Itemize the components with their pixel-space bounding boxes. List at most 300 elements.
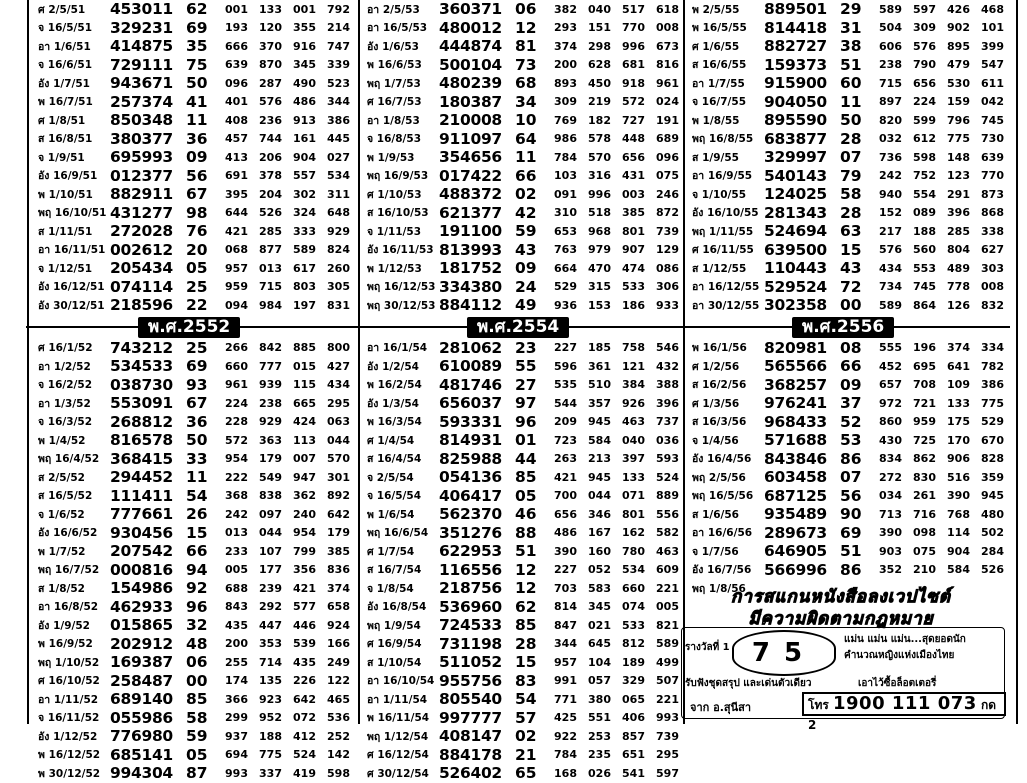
three-digit-3: 801 bbox=[622, 224, 645, 238]
three-digit-1: 242 bbox=[879, 169, 902, 183]
two-digit-prize: 86 bbox=[840, 560, 862, 579]
draw-date: อา 16/1/54 bbox=[367, 342, 428, 355]
three-digit-2: 877 bbox=[259, 243, 282, 257]
three-digit-1: 005 bbox=[225, 563, 248, 577]
first-prize: 480012 bbox=[439, 18, 502, 37]
three-digit-4: 385 bbox=[327, 544, 350, 558]
result-row bbox=[367, 505, 702, 524]
first-prize: 258487 bbox=[110, 671, 173, 690]
two-digit-prize: 50 bbox=[186, 431, 208, 450]
two-digit-prize: 96 bbox=[186, 597, 208, 616]
three-digit-2: 238 bbox=[259, 396, 282, 410]
first-prize: 368257 bbox=[764, 375, 827, 394]
two-digit-prize: 43 bbox=[840, 259, 862, 278]
draw-date: พฤ 16/6/54 bbox=[367, 527, 429, 540]
three-digit-1: 434 bbox=[879, 261, 902, 275]
two-digit-prize: 09 bbox=[186, 148, 208, 167]
three-digit-4: 042 bbox=[981, 95, 1004, 109]
result-row bbox=[38, 450, 373, 469]
three-digit-1: 961 bbox=[225, 378, 248, 392]
two-digit-prize: 52 bbox=[840, 412, 862, 431]
two-digit-prize: 20 bbox=[186, 240, 208, 259]
two-digit-prize: 56 bbox=[840, 486, 862, 505]
three-digit-3: 780 bbox=[622, 544, 645, 558]
three-digit-1: 954 bbox=[225, 452, 248, 466]
result-row bbox=[692, 357, 1027, 376]
three-digit-2: 185 bbox=[588, 341, 611, 355]
draw-date: ศ 30/12/54 bbox=[367, 767, 429, 780]
three-digit-3: 133 bbox=[622, 470, 645, 484]
three-digit-4: 739 bbox=[656, 729, 679, 743]
two-digit-prize: 68 bbox=[515, 74, 537, 93]
draw-date: พฤ 1/10/52 bbox=[38, 656, 100, 669]
first-prize: 500104 bbox=[439, 55, 502, 74]
three-digit-3: 421 bbox=[293, 581, 316, 595]
two-digit-prize: 54 bbox=[515, 690, 537, 709]
three-digit-2: 645 bbox=[588, 637, 611, 651]
three-digit-3: 291 bbox=[947, 187, 970, 201]
three-digit-4: 005 bbox=[656, 600, 679, 614]
three-digit-2: 996 bbox=[588, 187, 611, 201]
two-digit-prize: 50 bbox=[840, 111, 862, 130]
three-digit-2: 612 bbox=[913, 132, 936, 146]
result-row bbox=[367, 468, 702, 487]
result-row bbox=[367, 561, 702, 580]
year-header: พ.ศ.2554 bbox=[467, 317, 569, 338]
three-digit-3: 324 bbox=[293, 206, 316, 220]
three-digit-1: 504 bbox=[879, 21, 902, 35]
draw-date: อัง 16/6/52 bbox=[38, 527, 98, 540]
three-digit-1: 572 bbox=[225, 433, 248, 447]
three-digit-4: 036 bbox=[656, 433, 679, 447]
three-digit-2: 104 bbox=[588, 655, 611, 669]
draw-date: พฤ 16/8/55 bbox=[692, 133, 754, 146]
three-digit-3: 285 bbox=[947, 224, 970, 238]
draw-date: พ 1/12/53 bbox=[367, 262, 422, 275]
three-digit-2: 160 bbox=[588, 544, 611, 558]
first-prize: 218596 bbox=[110, 296, 173, 315]
first-prize: 683877 bbox=[764, 129, 827, 148]
three-digit-1: 293 bbox=[554, 21, 577, 35]
three-digit-1: 227 bbox=[554, 563, 577, 577]
result-row bbox=[38, 672, 373, 691]
two-digit-prize: 88 bbox=[515, 523, 537, 542]
result-row bbox=[367, 130, 702, 149]
three-digit-3: 799 bbox=[293, 544, 316, 558]
first-prize: 015865 bbox=[110, 616, 173, 635]
three-digit-4: 611 bbox=[981, 76, 1004, 90]
three-digit-1: 228 bbox=[225, 415, 248, 429]
three-digit-1: 408 bbox=[225, 113, 248, 127]
three-digit-3: 804 bbox=[947, 243, 970, 257]
three-digit-2: 075 bbox=[913, 544, 936, 558]
three-digit-1: 639 bbox=[225, 58, 248, 72]
first-prize: 207542 bbox=[110, 542, 173, 561]
three-digit-4: 388 bbox=[656, 378, 679, 392]
result-row bbox=[38, 431, 373, 450]
first-prize: 480239 bbox=[439, 74, 502, 93]
result-row bbox=[38, 709, 373, 728]
three-digit-4: 142 bbox=[327, 748, 350, 762]
first-prize: 272028 bbox=[110, 222, 173, 241]
draw-date: อา 16/10/54 bbox=[367, 675, 435, 688]
first-prize: 843846 bbox=[764, 449, 827, 468]
two-digit-prize: 43 bbox=[515, 240, 537, 259]
three-digit-2: 182 bbox=[588, 113, 611, 127]
three-digit-4: 739 bbox=[656, 224, 679, 238]
three-digit-1: 224 bbox=[225, 396, 248, 410]
first-prize: 776980 bbox=[110, 727, 173, 746]
draw-date: พฤ 30/12/53 bbox=[367, 299, 436, 312]
three-digit-3: 148 bbox=[947, 150, 970, 164]
two-digit-prize: 87 bbox=[186, 764, 208, 783]
first-prize: 904050 bbox=[764, 92, 827, 111]
first-prize: 154986 bbox=[110, 579, 173, 598]
three-digit-1: 691 bbox=[225, 169, 248, 183]
three-digit-4: 770 bbox=[981, 169, 1004, 183]
result-row bbox=[367, 524, 702, 543]
three-digit-2: 120 bbox=[259, 21, 282, 35]
results-column bbox=[38, 0, 373, 783]
three-digit-4: 828 bbox=[981, 452, 1004, 466]
two-digit-prize: 25 bbox=[186, 338, 208, 357]
first-prize: 294452 bbox=[110, 468, 173, 487]
three-digit-4: 507 bbox=[656, 674, 679, 688]
three-digit-2: 714 bbox=[259, 655, 282, 669]
two-digit-prize: 06 bbox=[186, 653, 208, 672]
three-digit-4: 526 bbox=[981, 563, 1004, 577]
result-row bbox=[692, 413, 1027, 432]
advertisement bbox=[681, 583, 1011, 732]
draw-date: ส 16/5/52 bbox=[38, 490, 93, 503]
three-digit-3: 385 bbox=[622, 206, 645, 220]
three-digit-2: 098 bbox=[913, 526, 936, 540]
three-digit-3: 812 bbox=[622, 637, 645, 651]
result-row bbox=[367, 727, 702, 746]
three-digit-4: 191 bbox=[656, 113, 679, 127]
first-prize: 329231 bbox=[110, 18, 173, 37]
result-row bbox=[38, 259, 373, 278]
three-digit-3: 390 bbox=[947, 489, 970, 503]
first-prize: 488372 bbox=[439, 185, 502, 204]
three-digit-3: 918 bbox=[622, 76, 645, 90]
first-prize: 646905 bbox=[764, 542, 827, 561]
three-digit-4: 432 bbox=[656, 359, 679, 373]
two-digit-prize: 27 bbox=[515, 375, 537, 394]
result-row bbox=[367, 278, 702, 297]
logo-75: 75 bbox=[732, 630, 836, 676]
three-digit-4: 618 bbox=[656, 2, 679, 16]
first-prize: 687125 bbox=[764, 486, 827, 505]
two-digit-prize: 01 bbox=[515, 431, 537, 450]
draw-date: จ 1/7/56 bbox=[692, 545, 739, 558]
three-digit-2: 167 bbox=[588, 526, 611, 540]
three-digit-4: 502 bbox=[981, 526, 1004, 540]
three-digit-4: 284 bbox=[981, 544, 1004, 558]
three-digit-2: 089 bbox=[913, 206, 936, 220]
three-digit-2: 370 bbox=[259, 39, 282, 53]
three-digit-2: 219 bbox=[588, 95, 611, 109]
three-digit-3: 446 bbox=[293, 618, 316, 632]
three-digit-1: 657 bbox=[879, 378, 902, 392]
three-digit-2: 013 bbox=[259, 261, 282, 275]
draw-date: อัง 16/12/51 bbox=[38, 281, 105, 294]
result-row bbox=[692, 487, 1027, 506]
result-row bbox=[38, 130, 373, 149]
three-digit-4: 639 bbox=[981, 150, 1004, 164]
three-digit-3: 001 bbox=[293, 2, 316, 16]
three-digit-1: 091 bbox=[554, 187, 577, 201]
result-row bbox=[38, 339, 373, 358]
two-digit-prize: 76 bbox=[186, 222, 208, 241]
first-prize: 566996 bbox=[764, 560, 827, 579]
result-row bbox=[38, 278, 373, 297]
result-row bbox=[692, 74, 1027, 93]
three-digit-2: 363 bbox=[259, 433, 282, 447]
first-prize: 593331 bbox=[439, 412, 502, 431]
first-prize: 820981 bbox=[764, 338, 827, 357]
copyright-warning-line-2: มีความผิดตามกฎหมาย bbox=[748, 609, 934, 629]
two-digit-prize: 79 bbox=[840, 166, 862, 185]
result-row bbox=[38, 56, 373, 75]
result-row bbox=[38, 74, 373, 93]
first-prize: 110443 bbox=[764, 259, 827, 278]
three-digit-1: 936 bbox=[554, 298, 577, 312]
three-digit-2: 378 bbox=[259, 169, 282, 183]
three-digit-2: 026 bbox=[588, 766, 611, 780]
three-digit-1: 001 bbox=[225, 2, 248, 16]
three-digit-2: 177 bbox=[259, 563, 282, 577]
three-digit-2: 052 bbox=[588, 563, 611, 577]
two-digit-prize: 75 bbox=[186, 55, 208, 74]
three-digit-3: 758 bbox=[622, 341, 645, 355]
three-digit-2: 554 bbox=[913, 187, 936, 201]
result-row bbox=[692, 505, 1027, 524]
draw-date: อา 1/6/51 bbox=[38, 40, 91, 53]
first-prize: 610089 bbox=[439, 357, 502, 376]
three-digit-4: 627 bbox=[981, 243, 1004, 257]
three-digit-2: 929 bbox=[259, 415, 282, 429]
three-digit-3: 727 bbox=[622, 113, 645, 127]
draw-date: จ 1/10/55 bbox=[692, 188, 747, 201]
result-row bbox=[38, 148, 373, 167]
two-digit-prize: 58 bbox=[186, 708, 208, 727]
result-row bbox=[692, 278, 1027, 297]
three-digit-3: 040 bbox=[622, 433, 645, 447]
three-digit-4: 873 bbox=[981, 187, 1004, 201]
three-digit-1: 421 bbox=[225, 224, 248, 238]
three-digit-4: 597 bbox=[656, 766, 679, 780]
three-digit-2: 560 bbox=[913, 243, 936, 257]
three-digit-1: 596 bbox=[554, 359, 577, 373]
first-prize: 814931 bbox=[439, 431, 502, 450]
three-digit-4: 260 bbox=[327, 261, 350, 275]
result-row bbox=[692, 19, 1027, 38]
three-digit-1: 694 bbox=[225, 748, 248, 762]
draw-date: ศ 1/2/56 bbox=[692, 360, 740, 373]
three-digit-3: 803 bbox=[293, 280, 316, 294]
three-digit-3: 906 bbox=[947, 452, 970, 466]
result-row bbox=[38, 542, 373, 561]
result-row bbox=[38, 727, 373, 746]
three-digit-1: 959 bbox=[225, 280, 248, 294]
three-digit-1: 217 bbox=[879, 224, 902, 238]
two-digit-prize: 72 bbox=[840, 277, 862, 296]
three-digit-3: 557 bbox=[293, 169, 316, 183]
first-prize: 689140 bbox=[110, 690, 173, 709]
three-digit-1: 653 bbox=[554, 224, 577, 238]
two-digit-prize: 54 bbox=[186, 486, 208, 505]
three-digit-1: 395 bbox=[225, 187, 248, 201]
draw-date: จ 16/6/51 bbox=[38, 59, 93, 72]
draw-date: พ 16/3/54 bbox=[367, 416, 422, 429]
two-digit-prize: 69 bbox=[186, 18, 208, 37]
three-digit-1: 784 bbox=[554, 150, 577, 164]
three-digit-2: 752 bbox=[913, 169, 936, 183]
three-digit-2: 261 bbox=[913, 489, 936, 503]
three-digit-3: 003 bbox=[622, 187, 645, 201]
results-column bbox=[692, 0, 1027, 598]
three-digit-3: 333 bbox=[293, 224, 316, 238]
first-prize: 603458 bbox=[764, 468, 827, 487]
two-digit-prize: 55 bbox=[515, 357, 537, 376]
first-prize: 534533 bbox=[110, 357, 173, 376]
first-prize: 218756 bbox=[439, 579, 502, 598]
three-digit-1: 957 bbox=[554, 655, 577, 669]
three-digit-2: 287 bbox=[259, 76, 282, 90]
three-digit-3: 681 bbox=[622, 58, 645, 72]
three-digit-2: 510 bbox=[588, 378, 611, 392]
result-row bbox=[692, 431, 1027, 450]
result-row bbox=[367, 376, 702, 395]
three-digit-2: 021 bbox=[588, 618, 611, 632]
first-prize: 205434 bbox=[110, 259, 173, 278]
first-prize: 268812 bbox=[110, 412, 173, 431]
draw-date: ส 16/7/54 bbox=[367, 564, 422, 577]
three-digit-3: 463 bbox=[622, 415, 645, 429]
result-row bbox=[38, 394, 373, 413]
three-digit-3: 302 bbox=[293, 187, 316, 201]
three-digit-2: 721 bbox=[913, 396, 936, 410]
first-prize: 997777 bbox=[439, 708, 502, 727]
three-digit-3: 170 bbox=[947, 433, 970, 447]
three-digit-3: 431 bbox=[622, 169, 645, 183]
three-digit-4: 008 bbox=[656, 21, 679, 35]
three-digit-3: 474 bbox=[622, 261, 645, 275]
first-prize: 002612 bbox=[110, 240, 173, 259]
result-row bbox=[367, 259, 702, 278]
three-digit-3: 516 bbox=[947, 470, 970, 484]
two-digit-prize: 26 bbox=[186, 505, 208, 524]
three-digit-1: 209 bbox=[554, 415, 577, 429]
three-digit-3: 539 bbox=[293, 637, 316, 651]
first-prize: 055986 bbox=[110, 708, 173, 727]
result-row bbox=[692, 376, 1027, 395]
three-digit-3: 424 bbox=[293, 415, 316, 429]
draw-date: ส 16/8/51 bbox=[38, 133, 93, 146]
first-prize: 882727 bbox=[764, 37, 827, 56]
result-row bbox=[38, 524, 373, 543]
first-prize: 622953 bbox=[439, 542, 502, 561]
three-digit-2: 135 bbox=[259, 674, 282, 688]
result-row bbox=[692, 241, 1027, 260]
three-digit-3: 071 bbox=[622, 489, 645, 503]
two-digit-prize: 97 bbox=[515, 394, 537, 413]
first-prize: 731198 bbox=[439, 634, 502, 653]
three-digit-3: 384 bbox=[622, 378, 645, 392]
two-digit-prize: 57 bbox=[515, 708, 537, 727]
three-digit-2: 361 bbox=[588, 359, 611, 373]
result-row bbox=[692, 204, 1027, 223]
two-digit-prize: 15 bbox=[515, 653, 537, 672]
three-digit-2: 716 bbox=[913, 507, 936, 521]
three-digit-2: 708 bbox=[913, 378, 936, 392]
result-row bbox=[367, 56, 702, 75]
two-digit-prize: 51 bbox=[840, 55, 862, 74]
draw-date: พฤ 1/11/55 bbox=[692, 225, 754, 238]
draw-date: ศ 16/1/52 bbox=[38, 342, 93, 355]
three-digit-1: 644 bbox=[225, 206, 248, 220]
three-digit-2: 864 bbox=[913, 298, 936, 312]
draw-date: พฤ 16/4/52 bbox=[38, 453, 100, 466]
result-row bbox=[38, 111, 373, 130]
draw-date: ส 16/2/56 bbox=[692, 379, 747, 392]
three-digit-3: 885 bbox=[293, 341, 316, 355]
three-digit-4: 252 bbox=[327, 729, 350, 743]
three-digit-2: 236 bbox=[259, 113, 282, 127]
three-digit-2: 838 bbox=[259, 489, 282, 503]
three-digit-4: 096 bbox=[656, 150, 679, 164]
result-row bbox=[38, 37, 373, 56]
draw-date: ส 16/6/55 bbox=[692, 59, 747, 72]
first-prize: 289673 bbox=[764, 523, 827, 542]
three-digit-4: 344 bbox=[327, 95, 350, 109]
three-digit-1: 034 bbox=[879, 489, 902, 503]
two-digit-prize: 11 bbox=[186, 111, 208, 130]
three-digit-4: 480 bbox=[981, 507, 1004, 521]
three-digit-2: 979 bbox=[588, 243, 611, 257]
result-row bbox=[38, 690, 373, 709]
result-row bbox=[38, 764, 373, 783]
draw-date: อัง 1/2/54 bbox=[367, 360, 419, 373]
three-digit-4: 122 bbox=[327, 674, 350, 688]
three-digit-2: 188 bbox=[913, 224, 936, 238]
draw-date: พ 1/4/52 bbox=[38, 434, 86, 447]
ad-from: จาก อ.สุนีสา bbox=[690, 701, 752, 714]
tagline-2: คำนวณหญิงแห่งเมืองไทย bbox=[844, 650, 955, 661]
three-digit-4: 499 bbox=[656, 655, 679, 669]
result-row bbox=[38, 468, 373, 487]
first-prize: 536960 bbox=[439, 597, 502, 616]
three-digit-3: 534 bbox=[622, 563, 645, 577]
three-digit-1: 700 bbox=[554, 489, 577, 503]
three-digit-3: 123 bbox=[947, 169, 970, 183]
three-digit-3: 374 bbox=[947, 341, 970, 355]
draw-date: จ 2/5/54 bbox=[367, 471, 414, 484]
first-prize: 334380 bbox=[439, 277, 502, 296]
result-row bbox=[367, 241, 702, 260]
three-digit-1: 666 bbox=[225, 39, 248, 53]
three-digit-1: 713 bbox=[879, 507, 902, 521]
first-prize: 124025 bbox=[764, 185, 827, 204]
three-digit-3: 159 bbox=[947, 95, 970, 109]
draw-date: พฤ 1/8/56 bbox=[692, 582, 746, 595]
three-digit-1: 736 bbox=[879, 150, 902, 164]
three-digit-1: 893 bbox=[554, 76, 577, 90]
result-row bbox=[367, 37, 702, 56]
three-digit-2: 570 bbox=[588, 150, 611, 164]
three-digit-4: 792 bbox=[327, 2, 350, 16]
